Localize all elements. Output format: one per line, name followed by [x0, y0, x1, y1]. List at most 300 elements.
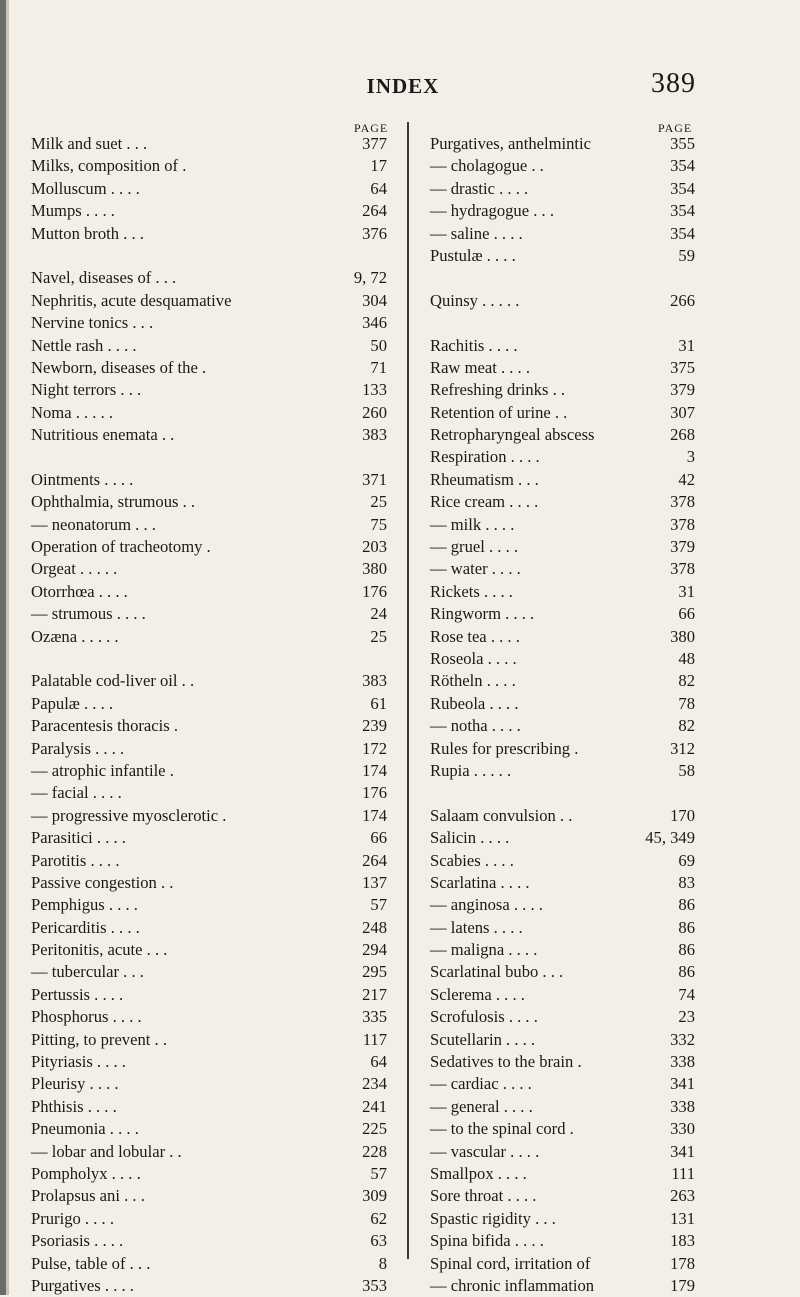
index-entry-term: — general . . . .	[430, 1096, 533, 1116]
index-entry-page: 69	[678, 850, 695, 870]
index-entry-term: Rose tea . . . .	[430, 626, 520, 646]
index-entry-page: 174	[362, 805, 387, 825]
index-entry	[31, 1029, 387, 1051]
index-entry-term: Ringworm . . . .	[430, 604, 535, 624]
index-entry-term: Molluscum . . . .	[31, 178, 140, 198]
index-entry-page: 355	[670, 134, 695, 153]
index-entry-page: 183	[670, 1231, 695, 1251]
index-entry-page: 380	[362, 559, 387, 579]
index-entry-page: 63	[370, 1231, 387, 1251]
index-entry-term: Rules for prescribing .	[430, 738, 579, 758]
index-entry-term: Roseola . . . .	[430, 648, 517, 668]
index-entry-page: 304	[362, 290, 387, 310]
index-entry-term: Pityriasis . . . .	[31, 1052, 126, 1072]
index-entry-term: Phthisis . . . .	[31, 1096, 117, 1116]
index-entry-term: Rachitis . . . .	[430, 335, 518, 355]
index-entry	[430, 693, 695, 715]
index-entry-page: 8	[378, 1253, 387, 1273]
index-entry	[430, 939, 695, 961]
index-entry	[430, 715, 695, 737]
index-entry-term: Retention of urine . .	[430, 402, 568, 422]
index-entry	[31, 357, 387, 379]
index-entry-term: Sore throat . . . .	[430, 1186, 537, 1206]
index-entry	[430, 581, 695, 603]
index-entry	[430, 1141, 695, 1163]
index-entry-term: Paracentesis thoracis .	[31, 716, 178, 736]
index-entry-term: — latens . . . .	[430, 917, 523, 937]
index-entry	[31, 738, 387, 760]
index-entry-term: Pneumonia . . . .	[31, 1119, 139, 1139]
index-entry	[31, 782, 387, 804]
index-entry-page: 42	[678, 469, 695, 489]
index-entry	[430, 805, 695, 827]
index-entry	[430, 872, 695, 894]
index-entry	[31, 670, 387, 692]
index-entry-term: Respiration . . . .	[430, 447, 540, 467]
index-entry	[430, 155, 695, 177]
index-entry-term: — hydragogue . . .	[430, 201, 554, 221]
index-entry-page: 379	[670, 380, 695, 400]
index-entry-term: — to the spinal cord .	[430, 1119, 574, 1139]
index-entry-term: Pustulæ . . . .	[430, 245, 516, 265]
index-entry	[31, 715, 387, 737]
index-entry-page: 264	[362, 850, 387, 870]
index-entry	[31, 223, 387, 245]
index-entry-term: Pitting, to prevent . .	[31, 1029, 167, 1049]
index-entry	[430, 961, 695, 983]
index-entry-page: 375	[670, 357, 695, 377]
index-entry-term: Salicin . . . .	[430, 828, 510, 848]
index-entry-page: 176	[362, 783, 387, 803]
index-entry-page: 263	[670, 1186, 695, 1206]
index-entry	[430, 379, 695, 401]
index-entry	[31, 917, 387, 939]
index-entry-term: Navel, diseases of . . .	[31, 268, 177, 288]
index-entry	[31, 1208, 387, 1230]
index-entry-term: Refreshing drinks . .	[430, 380, 566, 400]
index-entry-page: 131	[670, 1208, 695, 1228]
index-entry-term: Scabies . . . .	[430, 850, 514, 870]
index-entry-page: 338	[670, 1052, 695, 1072]
index-entry-term: Nephritis, acute desquamative	[31, 290, 232, 310]
index-entry	[430, 1208, 695, 1230]
index-entry	[430, 133, 695, 155]
index-entry-term: Spastic rigidity . . .	[430, 1208, 556, 1228]
index-entry	[430, 1163, 695, 1185]
index-entry-term: — facial . . . .	[31, 783, 122, 803]
index-entry-term: Paralysis . . . .	[31, 738, 125, 758]
index-entry-page: 266	[670, 290, 695, 310]
index-entry-page: 17	[370, 156, 387, 176]
index-entry-page: 57	[370, 895, 387, 915]
index-entry-page: 203	[362, 537, 387, 557]
index-entry-term: Prurigo . . . .	[31, 1208, 114, 1228]
index-entry-page: 66	[678, 604, 695, 624]
index-entry	[430, 1118, 695, 1140]
index-entry-term: — milk . . . .	[430, 514, 515, 534]
index-entry	[430, 469, 695, 491]
index-entry-page: 241	[362, 1096, 387, 1116]
index-entry-term: — maligna . . . .	[430, 940, 538, 960]
index-entry-term: Palatable cod-liver oil . .	[31, 671, 195, 691]
index-entry	[31, 1141, 387, 1163]
index-entry	[31, 805, 387, 827]
index-entry	[430, 648, 695, 670]
index-entry-page: 330	[670, 1119, 695, 1139]
index-entry-term: Pompholyx . . . .	[31, 1163, 141, 1183]
index-entry-page: 9, 72	[353, 268, 387, 288]
index-entry-term: — progressive myosclerotic .	[31, 805, 227, 825]
index-entry-page: 338	[670, 1096, 695, 1116]
running-header-title: INDEX	[366, 74, 440, 98]
index-entry-page: 335	[362, 1007, 387, 1027]
index-entry-term: Ointments . . . .	[31, 469, 134, 489]
index-entry-term: Ophthalmia, strumous . .	[31, 492, 196, 512]
index-entry-term: — anginosa . . . .	[430, 895, 543, 915]
index-entry-term: Nervine tonics . . .	[31, 313, 154, 333]
index-entry	[31, 961, 387, 983]
index-entry-term: Raw meat . . . .	[430, 357, 531, 377]
index-entry-term: Papulæ . . . .	[31, 693, 114, 713]
index-entry-term: Pleurisy . . . .	[31, 1074, 119, 1094]
index-entry	[430, 1073, 695, 1095]
index-entry-page: 378	[670, 559, 695, 579]
index-entry-page: 312	[670, 738, 695, 758]
index-entry	[430, 1253, 695, 1275]
index-entry-page: 371	[362, 469, 387, 489]
index-entry-term: — vascular . . . .	[430, 1141, 540, 1161]
index-entry	[430, 223, 695, 245]
index-entry	[31, 335, 387, 357]
index-entry-page: 59	[678, 245, 695, 265]
index-entry-term: Spinal cord, irritation of	[430, 1253, 591, 1273]
index-entry-page: 354	[670, 178, 695, 198]
index-entry	[31, 939, 387, 961]
index-entry-page: 228	[362, 1141, 387, 1161]
index-entry-term: — chronic inflammation	[430, 1275, 595, 1295]
index-entry	[31, 133, 387, 155]
index-entry	[31, 469, 387, 491]
index-entry	[430, 626, 695, 648]
index-entry-term: Salaam convulsion . .	[430, 805, 573, 825]
index-entry	[31, 402, 387, 424]
index-entry-page: 86	[678, 917, 695, 937]
index-entry	[430, 917, 695, 939]
index-entry	[31, 290, 387, 312]
index-entry-page: 61	[370, 693, 387, 713]
index-entry-page: 137	[362, 872, 387, 892]
index-entry-page: 71	[370, 357, 387, 377]
index-entry-page: 239	[362, 716, 387, 736]
index-entry-page: 62	[370, 1208, 387, 1228]
index-entry-term: Rice cream . . . .	[430, 492, 539, 512]
index-entry-page: 354	[670, 223, 695, 243]
index-entry	[430, 827, 695, 849]
index-entry-term: Milk and suet . . .	[31, 134, 148, 153]
index-entry-page: 24	[370, 604, 387, 624]
index-entry	[31, 446, 387, 468]
index-entry-page: 45, 349	[645, 828, 695, 848]
index-entry-term: Scutellarin . . . .	[430, 1029, 536, 1049]
index-entry-page: 82	[678, 716, 695, 736]
index-entry	[31, 267, 387, 289]
index-entry	[430, 1096, 695, 1118]
index-entry	[430, 1006, 695, 1028]
index-entry-page: 294	[362, 940, 387, 960]
index-entry-page: 178	[670, 1253, 695, 1273]
index-entry	[31, 850, 387, 872]
index-entry-page: 354	[670, 156, 695, 176]
index-entry	[430, 782, 695, 804]
index-entry-term: Ozæna . . . . .	[31, 626, 119, 646]
index-entry-page: 31	[678, 335, 695, 355]
index-entry-page: 346	[362, 313, 387, 333]
index-entry	[430, 894, 695, 916]
index-entry	[31, 1096, 387, 1118]
index-entry	[430, 402, 695, 424]
index-entry-page: 170	[670, 805, 695, 825]
index-entry-term: — water . . . .	[430, 559, 521, 579]
index-entry-term: Mumps . . . .	[31, 201, 115, 221]
index-entry-page: 133	[362, 380, 387, 400]
index-entry-page: 309	[362, 1186, 387, 1206]
index-entry-page: 75	[370, 514, 387, 534]
index-entry	[31, 1275, 387, 1297]
index-entry-page: 295	[362, 962, 387, 982]
index-entry	[31, 827, 387, 849]
index-entry	[430, 984, 695, 1006]
index-entry-page: 172	[362, 738, 387, 758]
index-entry-term: Night terrors . . .	[31, 380, 142, 400]
index-entry	[430, 603, 695, 625]
index-entry	[430, 178, 695, 200]
index-entry	[31, 1230, 387, 1252]
index-entry	[430, 245, 695, 267]
index-entry-term: Scarlatinal bubo . . .	[430, 962, 564, 982]
index-entry	[31, 1163, 387, 1185]
index-entry-term: — cardiac . . . .	[430, 1074, 532, 1094]
index-entry-page: 48	[678, 648, 695, 668]
index-entry-term: — notha . . . .	[430, 716, 521, 736]
index-entry-page: 354	[670, 201, 695, 221]
index-entry-page: 268	[670, 425, 695, 445]
index-entry-page: 83	[678, 872, 695, 892]
index-entry-term: Operation of tracheotomy .	[31, 537, 211, 557]
index-entry-page: 260	[362, 402, 387, 422]
index-entry-page: 341	[670, 1141, 695, 1161]
index-entry	[31, 379, 387, 401]
index-entry-page: 82	[678, 671, 695, 691]
left-column-page-heading: PAGE	[354, 121, 389, 135]
index-entry-term: Quinsy . . . . .	[430, 290, 520, 310]
index-entry-page: 353	[362, 1275, 387, 1295]
index-entry-page: 86	[678, 962, 695, 982]
index-entry-term: Pericarditis . . . .	[31, 917, 140, 937]
index-entry-term: Spina bifida . . . .	[430, 1231, 544, 1251]
index-entry	[31, 626, 387, 648]
index-entry-term: — saline . . . .	[430, 223, 523, 243]
index-entry-term: — gruel . . . .	[430, 537, 519, 557]
index-entry-term: Scarlatina . . . .	[430, 872, 530, 892]
index-entry	[430, 1230, 695, 1252]
index-entry-term: — neonatorum . . .	[31, 514, 156, 534]
index-entry-page: 248	[362, 917, 387, 937]
index-entry	[31, 514, 387, 536]
index-entry-page: 174	[362, 760, 387, 780]
index-entry-page: 58	[678, 760, 695, 780]
index-entry	[430, 335, 695, 357]
index-entry-page: 74	[678, 984, 695, 1004]
index-entry	[31, 1006, 387, 1028]
index-entry-page: 225	[362, 1119, 387, 1139]
index-entry-page: 25	[370, 492, 387, 512]
index-entry	[430, 536, 695, 558]
index-entry	[430, 446, 695, 468]
index-entry	[31, 984, 387, 1006]
index-entry-term: Rupia . . . . .	[430, 760, 512, 780]
index-entry-term: — cholagogue . .	[430, 156, 544, 176]
index-entry-term: — tubercular . . .	[31, 962, 144, 982]
index-entry	[31, 178, 387, 200]
index-entry-page: 23	[678, 1007, 695, 1027]
index-entry-term: — atrophic infantile .	[31, 760, 174, 780]
index-entry-term: — lobar and lobular . .	[31, 1141, 182, 1161]
index-entry-page: 57	[370, 1163, 387, 1183]
index-entry-term: Pemphigus . . . .	[31, 895, 138, 915]
index-entry-term: Orgeat . . . . .	[31, 559, 118, 579]
index-entry-term: Retropharyngeal abscess	[430, 425, 595, 445]
index-entry	[430, 267, 695, 289]
index-entry-term: Milks, composition of .	[31, 156, 187, 176]
index-entry-page: 64	[370, 178, 387, 198]
index-entry-term: Parotitis . . . .	[31, 850, 120, 870]
index-entry-page: 376	[362, 223, 387, 243]
index-entry	[430, 357, 695, 379]
index-entry-term: Rickets . . . .	[430, 581, 513, 601]
index-entry-term: Passive congestion . .	[31, 872, 174, 892]
index-entry	[430, 558, 695, 580]
index-entry	[31, 491, 387, 513]
index-entry	[430, 850, 695, 872]
index-entry-term: Phosphorus . . . .	[31, 1007, 142, 1027]
index-entry	[430, 200, 695, 222]
index-entry-term: Rheumatism . . .	[430, 469, 539, 489]
index-entry	[31, 603, 387, 625]
index-entry-term: Noma . . . . .	[31, 402, 114, 422]
right-index-column	[430, 133, 695, 1297]
index-entry	[31, 581, 387, 603]
index-entry-term: Rubeola . . . .	[430, 693, 519, 713]
index-entry	[430, 1051, 695, 1073]
index-entry	[430, 290, 695, 312]
index-entry-term: — drastic . . . .	[430, 178, 529, 198]
index-entry	[430, 670, 695, 692]
index-entry-term: Pertussis . . . .	[31, 984, 124, 1004]
index-entry-page: 78	[678, 693, 695, 713]
index-entry-page: 111	[671, 1163, 695, 1183]
index-entry-page: 86	[678, 940, 695, 960]
left-index-column	[31, 133, 387, 1297]
index-entry-page: 383	[362, 425, 387, 445]
index-entry-page: 264	[362, 201, 387, 221]
index-entry-term: Nettle rash . . . .	[31, 335, 137, 355]
index-entry	[31, 424, 387, 446]
index-entry	[31, 312, 387, 334]
index-entry	[430, 1029, 695, 1051]
index-entry	[31, 200, 387, 222]
index-entry-page: 217	[362, 984, 387, 1004]
column-divider	[407, 122, 409, 1259]
index-entry	[430, 1185, 695, 1207]
index-entry-term: Pulse, table of . . .	[31, 1253, 151, 1273]
index-entry	[430, 738, 695, 760]
index-entry-term: Parasitici . . . .	[31, 828, 126, 848]
index-entry	[31, 872, 387, 894]
index-entry	[430, 424, 695, 446]
index-entry-term: Purgatives, anthelmintic	[430, 134, 591, 153]
index-entry-page: 179	[670, 1275, 695, 1295]
index-entry	[430, 760, 695, 782]
index-entry-term: Psoriasis . . . .	[31, 1231, 124, 1251]
index-entry-term: Prolapsus ani . . .	[31, 1186, 145, 1206]
index-entry	[31, 536, 387, 558]
index-entry-term: Sclerema . . . .	[430, 984, 525, 1004]
index-entry-page: 341	[670, 1074, 695, 1094]
index-entry-term: Nutritious enemata . .	[31, 425, 175, 445]
index-entry-page: 332	[670, 1029, 695, 1049]
index-entry-page: 64	[370, 1052, 387, 1072]
index-entry-page: 31	[678, 581, 695, 601]
index-entry	[31, 1253, 387, 1275]
index-entry-page: 378	[670, 514, 695, 534]
index-entry-page: 50	[370, 335, 387, 355]
index-entry	[31, 648, 387, 670]
index-entry-page: 176	[362, 581, 387, 601]
right-column-page-heading: PAGE	[658, 121, 693, 135]
index-entry	[31, 1073, 387, 1095]
index-entry-page: 25	[370, 626, 387, 646]
index-entry-page: 380	[670, 626, 695, 646]
index-entry-term: Purgatives . . . .	[31, 1275, 134, 1295]
index-entry-page: 379	[670, 537, 695, 557]
index-entry-page: 307	[670, 402, 695, 422]
index-entry-page: 377	[362, 134, 387, 153]
index-entry	[31, 894, 387, 916]
index-entry-page: 117	[362, 1029, 387, 1049]
index-entry	[430, 514, 695, 536]
index-entry-term: Smallpox . . . .	[430, 1163, 527, 1183]
index-entry	[430, 312, 695, 334]
index-entry-page: 378	[670, 492, 695, 512]
page-number: 389	[651, 68, 696, 99]
index-entry-page: 66	[370, 828, 387, 848]
page-edge-highlight	[6, 0, 9, 1295]
index-entry	[31, 1051, 387, 1073]
index-entry	[31, 693, 387, 715]
index-entry	[31, 155, 387, 177]
index-entry-term: Newborn, diseases of the .	[31, 357, 207, 377]
index-entry-term: Mutton broth . . .	[31, 223, 144, 243]
index-entry	[31, 1118, 387, 1140]
index-entry-term: Peritonitis, acute . . .	[31, 940, 168, 960]
index-entry	[430, 491, 695, 513]
index-entry-term: Sedatives to the brain .	[430, 1052, 582, 1072]
index-entry	[31, 245, 387, 267]
index-entry	[31, 1185, 387, 1207]
index-entry-term: Rötheln . . . .	[430, 671, 516, 691]
index-entry-page: 86	[678, 895, 695, 915]
index-entry-term: Otorrhœa . . . .	[31, 581, 128, 601]
